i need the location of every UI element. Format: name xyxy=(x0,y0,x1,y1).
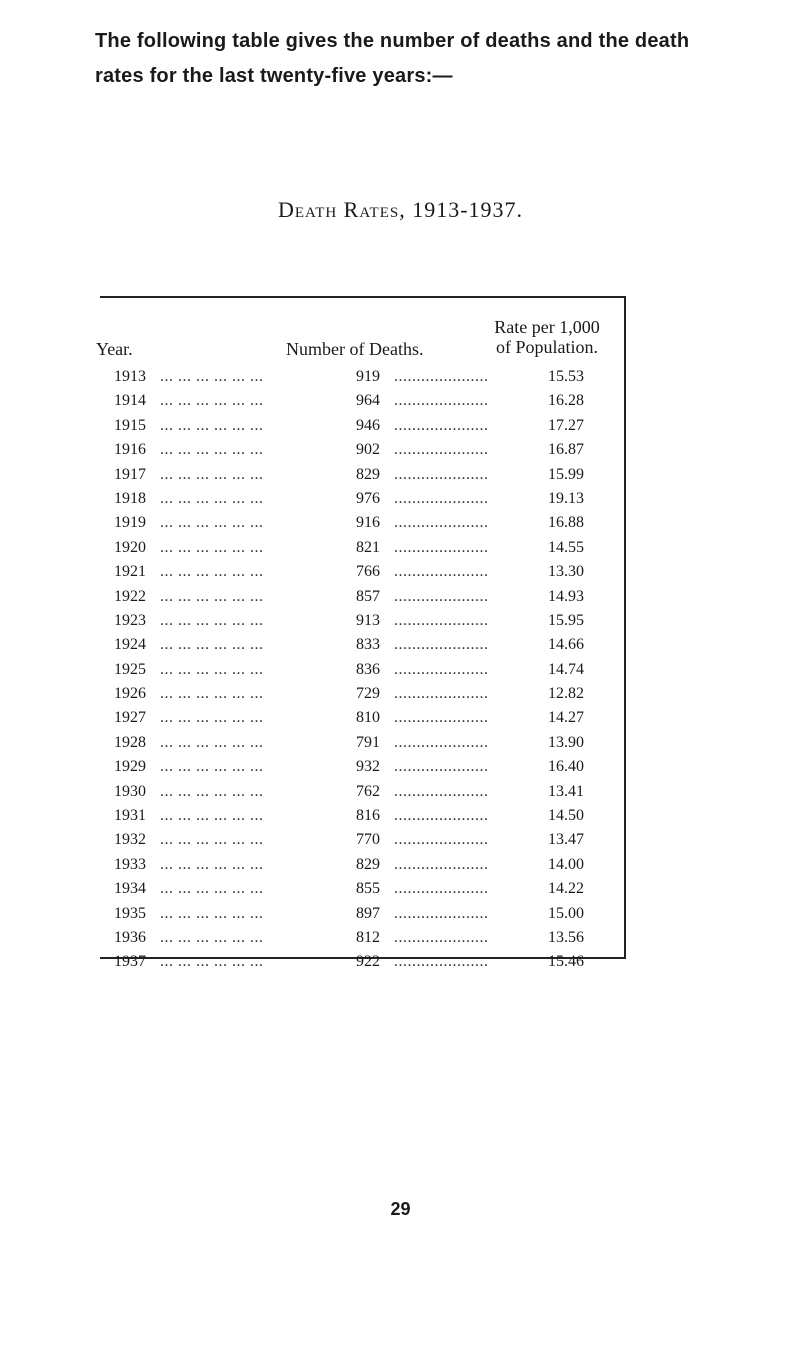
year-cell: 1925 xyxy=(114,660,146,678)
dot-leader: ..................... xyxy=(394,538,489,556)
table-caption: Death Rates, 1913-1937. xyxy=(277,197,524,222)
rate-cell: 14.22 xyxy=(548,880,584,898)
table-row xyxy=(0,659,801,683)
dot-leader: ... ... ... ... ... ... xyxy=(160,758,264,776)
dot-leader: ..................... xyxy=(394,416,489,434)
death-rates-table xyxy=(0,366,801,976)
dot-leader: ... ... ... ... ... ... xyxy=(160,733,264,751)
dot-leader: ... ... ... ... ... ... xyxy=(160,392,264,410)
header-rate-line-2: of Population. xyxy=(496,337,598,357)
year-cell: 1927 xyxy=(114,709,146,727)
year-cell: 1931 xyxy=(114,807,146,825)
dot-leader: ... ... ... ... ... ... xyxy=(160,441,264,459)
table-row xyxy=(0,366,801,390)
dot-leader: ... ... ... ... ... ... xyxy=(160,636,264,654)
dot-leader: ..................... xyxy=(394,611,489,629)
rate-cell: 17.27 xyxy=(548,416,584,434)
dot-leader: ... ... ... ... ... ... xyxy=(160,928,264,946)
dot-leader: ... ... ... ... ... ... xyxy=(160,904,264,922)
table-row xyxy=(0,415,801,439)
table-row xyxy=(0,854,801,878)
rate-cell: 15.53 xyxy=(548,368,584,385)
deaths-cell: 812 xyxy=(356,928,380,946)
year-cell: 1922 xyxy=(114,587,146,605)
rate-cell: 14.27 xyxy=(548,709,584,727)
intro-line-1: The following table gives the number of deaths and the death xyxy=(95,30,690,52)
rate-cell: 15.46 xyxy=(548,953,584,971)
deaths-cell: 946 xyxy=(356,416,380,434)
rate-cell: 13.41 xyxy=(548,782,584,800)
dot-leader: ... ... ... ... ... ... xyxy=(160,368,264,385)
deaths-cell: 855 xyxy=(356,880,380,898)
deaths-cell: 816 xyxy=(356,807,380,825)
deaths-cell: 766 xyxy=(356,563,380,581)
year-cell: 1937 xyxy=(114,953,146,971)
deaths-cell: 836 xyxy=(356,660,380,678)
dot-leader: ..................... xyxy=(394,953,489,971)
page-number: 29 xyxy=(390,1199,411,1219)
dot-leader: ... ... ... ... ... ... xyxy=(160,880,264,898)
dot-leader: ... ... ... ... ... ... xyxy=(160,465,264,483)
table-row xyxy=(0,464,801,488)
table-row xyxy=(0,829,801,853)
year-cell: 1934 xyxy=(114,880,146,898)
intro-text xyxy=(95,24,775,94)
year-cell: 1929 xyxy=(114,758,146,776)
dot-leader: ..................... xyxy=(394,563,489,581)
table-row xyxy=(0,927,801,951)
dot-leader: ... ... ... ... ... ... xyxy=(160,514,264,532)
deaths-cell: 762 xyxy=(356,782,380,800)
dot-leader: ..................... xyxy=(394,660,489,678)
deaths-cell: 922 xyxy=(356,953,380,971)
header-rate xyxy=(472,317,622,357)
deaths-cell: 857 xyxy=(356,587,380,605)
rate-cell: 13.30 xyxy=(548,563,584,581)
header-year: Year. xyxy=(96,339,133,359)
year-cell: 1913 xyxy=(114,368,146,385)
dot-leader: ... ... ... ... ... ... xyxy=(160,782,264,800)
rate-cell: 14.93 xyxy=(548,587,584,605)
year-cell: 1936 xyxy=(114,928,146,946)
table-row xyxy=(0,683,801,707)
deaths-cell: 821 xyxy=(356,538,380,556)
table-row xyxy=(0,903,801,927)
dot-leader: ..................... xyxy=(394,709,489,727)
table-row xyxy=(0,561,801,585)
table-row xyxy=(0,488,801,512)
table-row xyxy=(0,781,801,805)
deaths-cell: 897 xyxy=(356,904,380,922)
rate-cell: 16.87 xyxy=(548,441,584,459)
year-cell: 1933 xyxy=(114,855,146,873)
deaths-cell: 833 xyxy=(356,636,380,654)
table-row xyxy=(0,707,801,731)
table-row xyxy=(0,732,801,756)
dot-leader: ..................... xyxy=(394,587,489,605)
year-cell: 1919 xyxy=(114,514,146,532)
header-deaths: Number of Deaths. xyxy=(286,339,424,359)
deaths-cell: 902 xyxy=(356,441,380,459)
year-cell: 1926 xyxy=(114,685,146,703)
rate-cell: 14.50 xyxy=(548,807,584,825)
dot-leader: ..................... xyxy=(394,758,489,776)
year-cell: 1916 xyxy=(114,441,146,459)
deaths-cell: 916 xyxy=(356,514,380,532)
table-row xyxy=(0,537,801,561)
year-cell: 1923 xyxy=(114,611,146,629)
table-row xyxy=(0,390,801,414)
year-cell: 1930 xyxy=(114,782,146,800)
rate-cell: 14.66 xyxy=(548,636,584,654)
rate-cell: 19.13 xyxy=(548,489,584,507)
rate-cell: 13.56 xyxy=(548,928,584,946)
dot-leader: ..................... xyxy=(394,514,489,532)
year-cell: 1917 xyxy=(114,465,146,483)
rate-cell: 15.00 xyxy=(548,904,584,922)
deaths-cell: 919 xyxy=(356,368,380,385)
dot-leader: ..................... xyxy=(394,368,489,385)
dot-leader: ..................... xyxy=(394,807,489,825)
dot-leader: ..................... xyxy=(394,636,489,654)
dot-leader: ... ... ... ... ... ... xyxy=(160,855,264,873)
rate-cell: 16.40 xyxy=(548,758,584,776)
table-row xyxy=(0,586,801,610)
table-row xyxy=(0,805,801,829)
table-row xyxy=(0,878,801,902)
year-cell: 1914 xyxy=(114,392,146,410)
rate-cell: 14.74 xyxy=(548,660,584,678)
year-cell: 1915 xyxy=(114,416,146,434)
year-cell: 1918 xyxy=(114,489,146,507)
dot-leader: ... ... ... ... ... ... xyxy=(160,660,264,678)
table-row xyxy=(0,634,801,658)
year-cell: 1921 xyxy=(114,563,146,581)
dot-leader: ... ... ... ... ... ... xyxy=(160,538,264,556)
dot-leader: ... ... ... ... ... ... xyxy=(160,709,264,727)
dot-leader: ... ... ... ... ... ... xyxy=(160,563,264,581)
table-row xyxy=(0,439,801,463)
deaths-cell: 976 xyxy=(356,489,380,507)
dot-leader: ... ... ... ... ... ... xyxy=(160,587,264,605)
rate-cell: 12.82 xyxy=(548,685,584,703)
dot-leader: ..................... xyxy=(394,928,489,946)
dot-leader: ... ... ... ... ... ... xyxy=(160,416,264,434)
deaths-cell: 810 xyxy=(356,709,380,727)
dot-leader: ..................... xyxy=(394,831,489,849)
year-cell: 1935 xyxy=(114,904,146,922)
rate-cell: 14.00 xyxy=(548,855,584,873)
deaths-cell: 770 xyxy=(356,831,380,849)
dot-leader: ..................... xyxy=(394,904,489,922)
rate-cell: 16.88 xyxy=(548,514,584,532)
deaths-cell: 932 xyxy=(356,758,380,776)
year-cell: 1924 xyxy=(114,636,146,654)
dot-leader: ..................... xyxy=(394,880,489,898)
rate-cell: 13.90 xyxy=(548,733,584,751)
table-row xyxy=(0,610,801,634)
rate-cell: 14.55 xyxy=(548,538,584,556)
deaths-cell: 829 xyxy=(356,465,380,483)
dot-leader: ..................... xyxy=(394,392,489,410)
dot-leader: ..................... xyxy=(394,782,489,800)
rate-cell: 15.99 xyxy=(548,465,584,483)
rate-cell: 16.28 xyxy=(548,392,584,410)
deaths-cell: 729 xyxy=(356,685,380,703)
year-cell: 1920 xyxy=(114,538,146,556)
dot-leader: ... ... ... ... ... ... xyxy=(160,611,264,629)
dot-leader: ... ... ... ... ... ... xyxy=(160,953,264,971)
deaths-cell: 913 xyxy=(356,611,380,629)
dot-leader: ... ... ... ... ... ... xyxy=(160,685,264,703)
table-row xyxy=(0,756,801,780)
dot-leader: ... ... ... ... ... ... xyxy=(160,489,264,507)
dot-leader: ... ... ... ... ... ... xyxy=(160,807,264,825)
dot-leader: ..................... xyxy=(394,685,489,703)
rate-cell: 15.95 xyxy=(548,611,584,629)
rate-cell: 13.47 xyxy=(548,831,584,849)
header-rate-line-1: Rate per 1,000 xyxy=(494,317,600,337)
deaths-cell: 791 xyxy=(356,733,380,751)
year-cell: 1932 xyxy=(114,831,146,849)
table-row xyxy=(0,512,801,536)
deaths-cell: 964 xyxy=(356,392,380,410)
dot-leader: ... ... ... ... ... ... xyxy=(160,831,264,849)
dot-leader: ..................... xyxy=(394,441,489,459)
table-row xyxy=(0,951,801,975)
dot-leader: ..................... xyxy=(394,855,489,873)
dot-leader: ..................... xyxy=(394,489,489,507)
deaths-cell: 829 xyxy=(356,855,380,873)
dot-leader: ..................... xyxy=(394,733,489,751)
year-cell: 1928 xyxy=(114,733,146,751)
dot-leader: ..................... xyxy=(394,465,489,483)
intro-line-2: rates for the last twenty-five years:— xyxy=(95,65,453,87)
